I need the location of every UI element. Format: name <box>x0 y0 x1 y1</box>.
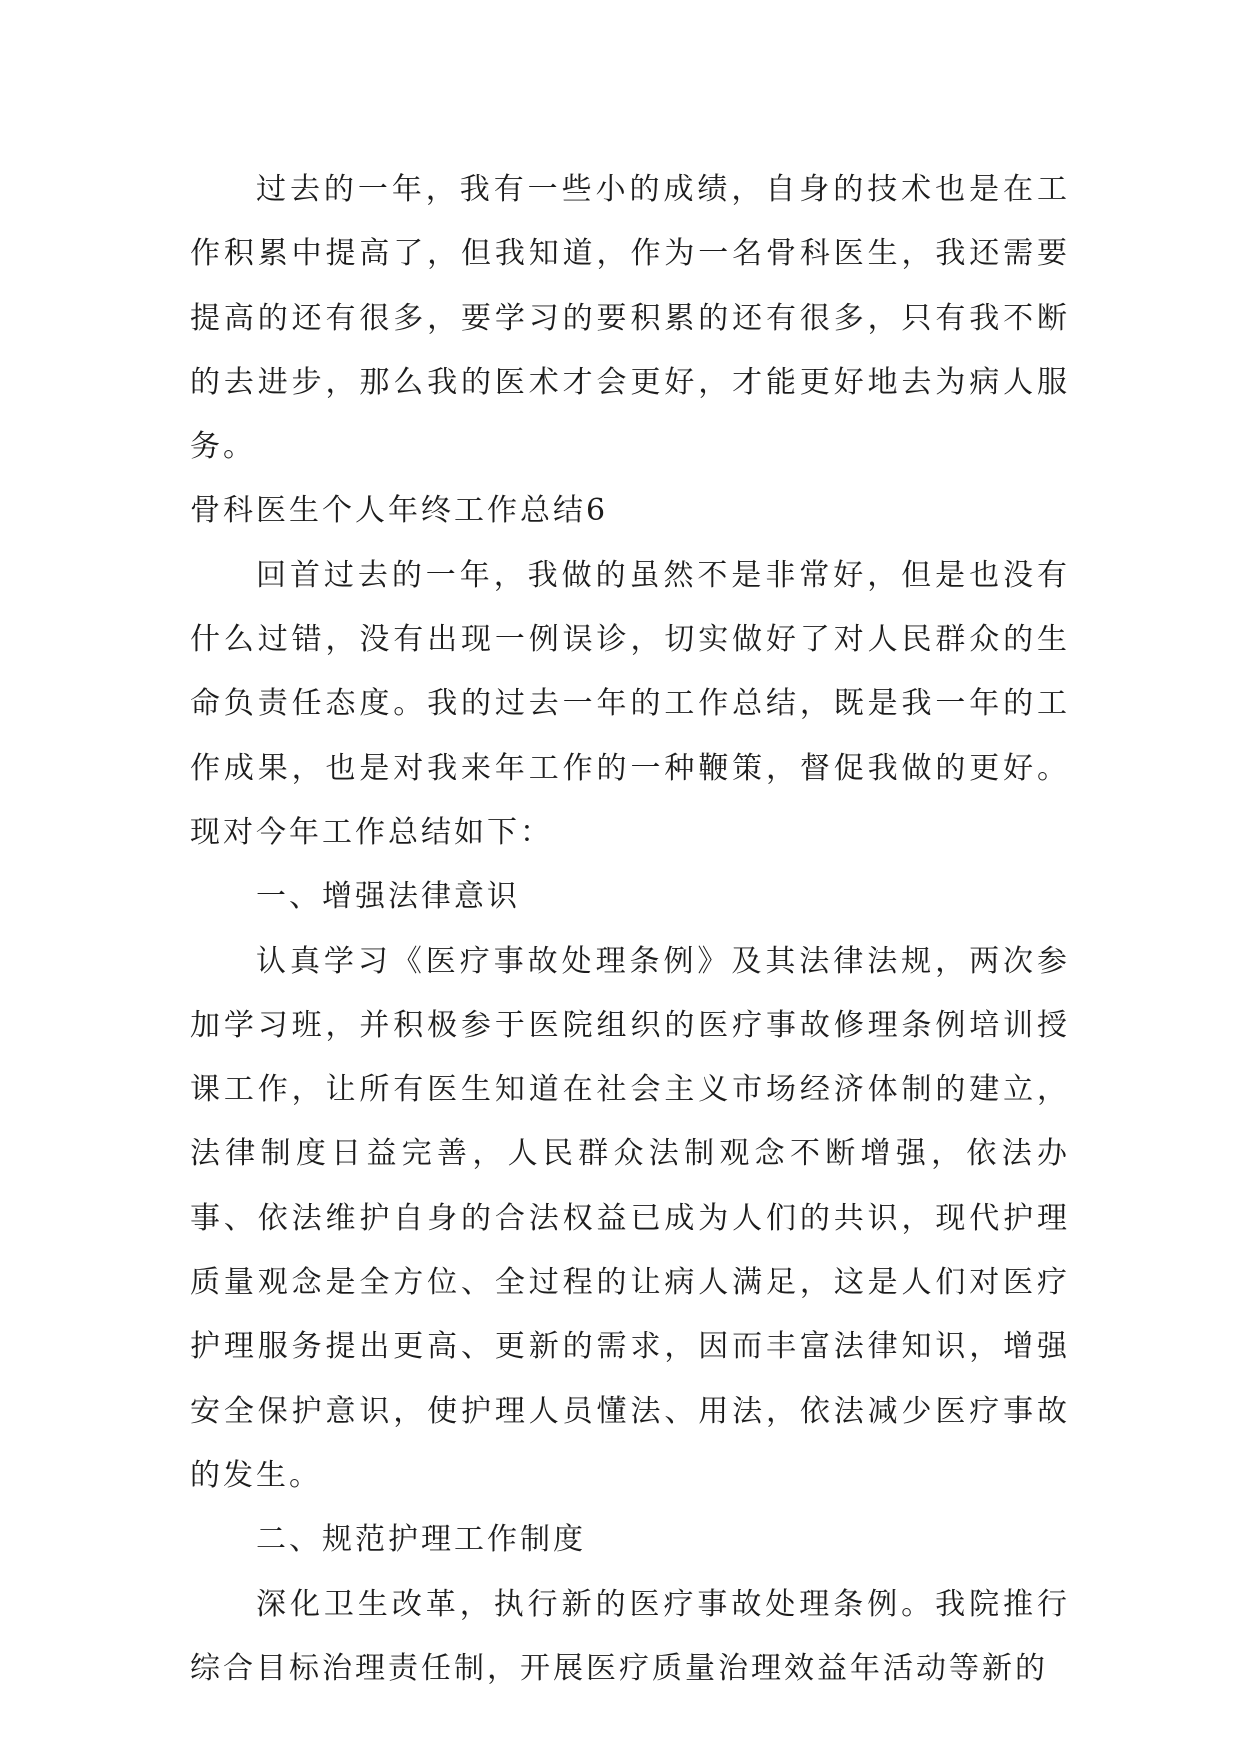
document-body <box>190 158 1070 1701</box>
subheading-law-awareness: 一、增强法律意识 <box>256 879 520 915</box>
paragraph-law-study: 认真学习《医疗事故处理条例》及其法律法规，两次参加学习班，并积极参于医院组织的医疗事故修理条例培训授课工作，让所有医生知道在社会主义市场经济体制的建立，法律制度日益完善，人民群众法制观念不断增强，依法办事、依法维护自身的合法权益已成为人们的共识，现代护理质量观念是全方位、全过程的让病人满足，这是人们对医疗护理服务提出更高、更新的需求，因而丰富法律知识，增强安全保护意识，使护理人员懂法、用法，依法减少医疗事故的发生。 <box>190 943 1070 1493</box>
paragraph-review: 回首过去的一年，我做的虽然不是非常好，但是也没有什么过错，没有出现一例误诊，切实做好了对人民群众的生命负责任态度。我的过去一年的工作总结，既是我一年的工作成果，也是对我来年工作的一种鞭策，督促我做的更好。现对今年工作总结如下： <box>190 557 1070 850</box>
section-heading: 骨科医生个人年终工作总结6 <box>190 493 609 529</box>
paragraph-reform: 深化卫生改革，执行新的医疗事故处理条例。我院推行综合目标治理责任制，开展医疗质量治理效益年活动等新的 <box>190 1586 1070 1686</box>
paragraph-achievements: 过去的一年，我有一些小的成绩，自身的技术也是在工作积累中提高了，但我知道，作为一名骨科医生，我还需要提高的还有很多，要学习的要积累的还有很多，只有我不断的去进步，那么我的医术才会更好，才能更好地去为病人服务。 <box>190 172 1070 465</box>
subheading-nursing-rules: 二、规范护理工作制度 <box>256 1522 586 1558</box>
